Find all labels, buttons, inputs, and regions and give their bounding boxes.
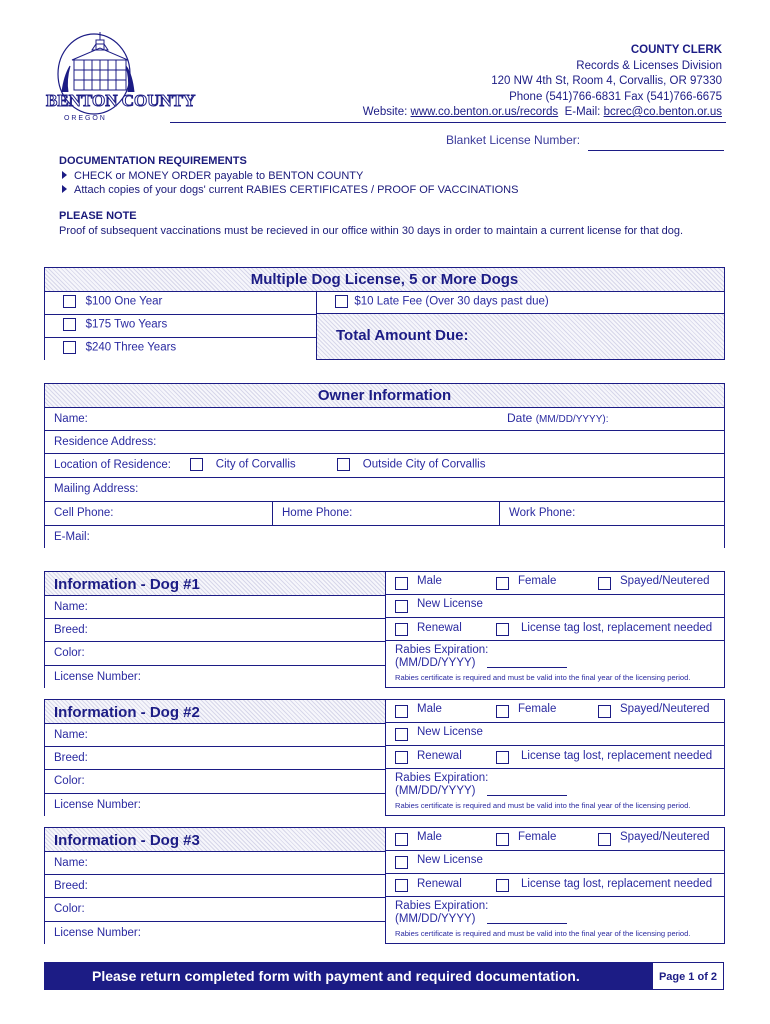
- checkbox-female[interactable]: [496, 577, 509, 590]
- phone: Phone (541)766-6831 Fax (541)766-6675: [509, 90, 722, 103]
- blanket-label: Blanket License Number:: [446, 133, 581, 147]
- checkbox-male[interactable]: [395, 705, 408, 718]
- svg-text:O R E G O N: O R E G O N: [64, 115, 105, 122]
- rabies-note: Rabies certificate is required and must be valid into the final year of the licensing period.: [395, 673, 691, 682]
- checkbox-tag-lost[interactable]: [496, 879, 509, 892]
- dog-license-number-field[interactable]: License Number:: [45, 793, 385, 816]
- footer-banner: [44, 962, 724, 990]
- rabies-expiration-field[interactable]: [487, 667, 567, 668]
- dog-breed-field[interactable]: Breed:: [45, 746, 385, 769]
- cell-phone-field[interactable]: Cell Phone:: [54, 507, 114, 519]
- dog-title: Information - Dog #2: [54, 704, 200, 721]
- phone-row: [45, 501, 724, 525]
- checkbox-three-years[interactable]: [63, 341, 76, 354]
- bullet-arrow-icon: [62, 185, 67, 193]
- clerk-header: [363, 43, 722, 121]
- dog-section-1: Information - Dog #1 Name: Breed: Color: License Number: Male Female Spayed/Neutered New License Renewal License tag lost, replacement needed Rabies Expiration: (MM/DD/YYYY) Rabies certificate is required and must be valid into the final year of the licensing period.: [44, 571, 725, 688]
- dog-title: Information - Dog #1: [54, 576, 200, 593]
- dog-color-field[interactable]: Color:: [45, 769, 385, 793]
- return-instructions: Please return completed form with payment and required documentation.: [92, 968, 580, 984]
- rabies-note: Rabies certificate is required and must be valid into the final year of the licensing period.: [395, 929, 691, 938]
- checkbox-male[interactable]: [395, 833, 408, 846]
- multi-title: Multiple Dog License, 5 or More Dogs: [250, 271, 519, 288]
- location-row: Location of Residence: City of Corvallis Outside City of Corvallis: [45, 453, 724, 477]
- dog-license-number-field[interactable]: License Number:: [45, 921, 385, 944]
- header-divider: [170, 122, 726, 123]
- address: 120 NW 4th St, Room 4, Corvallis, OR 97330: [491, 75, 722, 87]
- checkbox-two-years[interactable]: [63, 318, 76, 331]
- mailing-address-row[interactable]: Mailing Address:: [45, 477, 724, 501]
- org-title: COUNTY CLERK: [630, 44, 722, 56]
- dog-name-field[interactable]: Name:: [45, 723, 385, 746]
- owner-information-section: [44, 383, 725, 548]
- contact-line: Website: www.co.benton.or.us/records E-Mail: bcrec@co.benton.or.us: [362, 106, 722, 118]
- checkbox-tag-lost[interactable]: [496, 623, 509, 636]
- checkbox-spayed-neutered[interactable]: [598, 577, 611, 590]
- checkbox-spayed-neutered[interactable]: [598, 833, 611, 846]
- dog-name-field[interactable]: Name:: [45, 851, 385, 874]
- checkbox-city-of-corvallis[interactable]: [190, 458, 203, 471]
- rabies-expiration: Rabies Expiration: (MM/DD/YYYY): [395, 900, 489, 925]
- checkbox-spayed-neutered[interactable]: [598, 705, 611, 718]
- checkbox-new-license[interactable]: [395, 600, 408, 613]
- division: Records & Licenses Division: [576, 59, 722, 72]
- dog-color-field[interactable]: Color:: [45, 641, 385, 665]
- dog-section-2: Information - Dog #2 Name: Breed: Color: License Number: Male Female Spayed/Neutered New License Renewal License tag lost, replacement needed Rabies Expiration: (MM/DD/YYYY) Rabies certificate is required and must be valid into the final year of the licensing period.: [44, 699, 725, 816]
- checkbox-new-license[interactable]: [395, 728, 408, 741]
- rabies-expiration-field[interactable]: [487, 923, 567, 924]
- please-note: PLEASE NOTE Proof of subsequent vaccinations must be recieved in our office within 30 days in order to maintain a current license for that dog.: [59, 210, 684, 237]
- dog-license-number-field[interactable]: License Number:: [45, 665, 385, 688]
- rabies-expiration: Rabies Expiration: (MM/DD/YYYY): [395, 772, 489, 797]
- checkbox-late-fee[interactable]: [335, 295, 348, 308]
- dog-breed-field[interactable]: Breed:: [45, 618, 385, 641]
- checkbox-renewal[interactable]: [395, 751, 408, 764]
- dog-section-3: Information - Dog #3 Name: Breed: Color: License Number: Male Female Spayed/Neutered New License Renewal License tag lost, replacement needed Rabies Expiration: (MM/DD/YYYY) Rabies certificate is required and must be valid into the final year of the licensing period.: [44, 827, 725, 944]
- email-link[interactable]: bcrec@co.benton.or.us: [603, 106, 722, 118]
- bullet-arrow-icon: [62, 171, 67, 179]
- total-amount-due: Total Amount Due:: [336, 327, 469, 344]
- county-logo: [44, 26, 196, 126]
- multi-dog-license-section: Multiple Dog License, 5 or More Dogs $100 One Year $175 Two Years $240 Three Years $10 Late Fee (Over 30 days past due) Total Amount Due:: [44, 267, 725, 360]
- documentation-requirements: DOCUMENTATION REQUIREMENTS CHECK or MONEY ORDER payable to BENTON COUNTY Attach copies of your dogs' current RABIES CERTIFICATES / PROOF OF VACCINATIONS: [59, 155, 519, 196]
- checkbox-one-year[interactable]: [63, 295, 76, 308]
- work-phone-field[interactable]: Work Phone:: [499, 502, 724, 525]
- dog-title: Information - Dog #3: [54, 832, 200, 849]
- checkbox-female[interactable]: [496, 705, 509, 718]
- home-phone-field[interactable]: Home Phone:: [272, 502, 499, 525]
- owner-email-row[interactable]: E-Mail:: [45, 525, 724, 548]
- owner-title: Owner Information: [317, 387, 452, 404]
- website-link[interactable]: www.co.benton.or.us/records: [410, 106, 559, 118]
- rabies-note: Rabies certificate is required and must be valid into the final year of the licensing period.: [395, 801, 691, 810]
- checkbox-male[interactable]: [395, 577, 408, 590]
- checkbox-renewal[interactable]: [395, 623, 408, 636]
- rabies-expiration: Rabies Expiration: (MM/DD/YYYY): [395, 644, 489, 669]
- residence-address-row[interactable]: Residence Address:: [45, 430, 724, 453]
- dog-breed-field[interactable]: Breed:: [45, 874, 385, 897]
- rabies-expiration-field[interactable]: [487, 795, 567, 796]
- checkbox-new-license[interactable]: [395, 856, 408, 869]
- svg-text:BENTON COUNTY: BENTON COUNTY: [46, 91, 196, 110]
- checkbox-renewal[interactable]: [395, 879, 408, 892]
- checkbox-female[interactable]: [496, 833, 509, 846]
- checkbox-outside-corvallis[interactable]: [337, 458, 350, 471]
- page-number: Page 1 of 2: [652, 962, 724, 990]
- blanket-number-field[interactable]: [588, 150, 724, 151]
- dog-name-field[interactable]: Name:: [45, 595, 385, 618]
- owner-name-row[interactable]: Name: Date (MM/DD/YYYY):: [45, 407, 724, 430]
- checkbox-tag-lost[interactable]: [496, 751, 509, 764]
- dog-color-field[interactable]: Color:: [45, 897, 385, 921]
